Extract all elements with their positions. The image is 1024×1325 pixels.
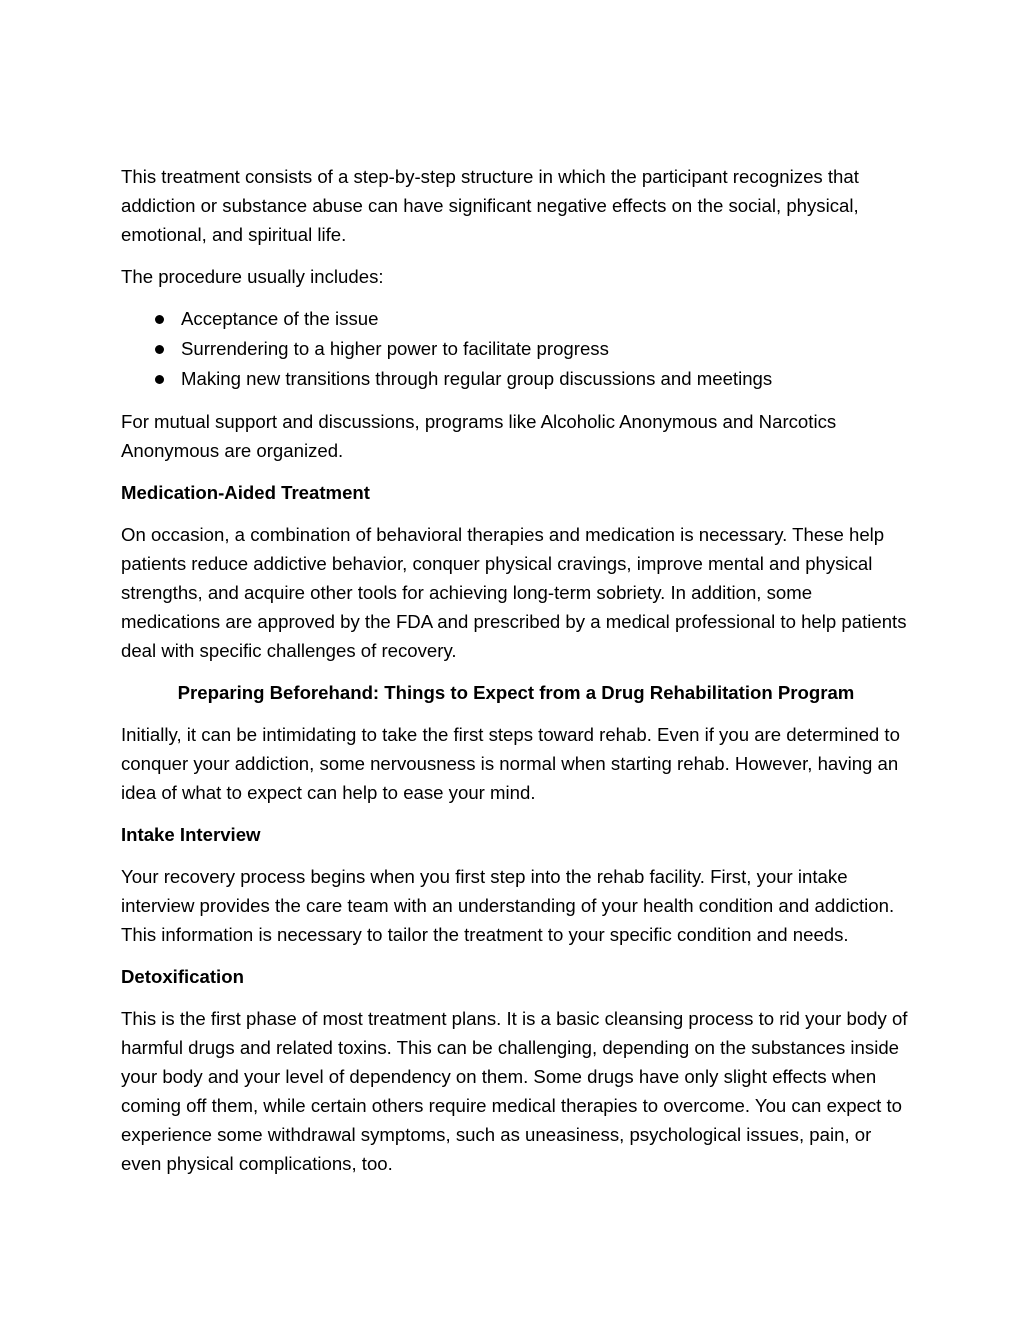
list-item-text: Surrendering to a higher power to facilitate progress xyxy=(181,338,609,359)
medication-paragraph: On occasion, a combination of behavioral therapies and medication is necessary. These help patients reduce addictive behavior, conquer physical cravings, improve mental and physical strengths, and acquire other tools for achieving long-term sobriety. In addition, some medications are approved by the FDA and prescribed by a medical professional to help patients deal with specific challenges of recovery. xyxy=(121,524,907,661)
preparing-heading: Preparing Beforehand: Things to Expect from a Drug Rehabilitation Program xyxy=(177,682,855,703)
bullet-icon xyxy=(155,345,164,354)
detox-heading: Detoxification xyxy=(121,966,244,987)
list-item xyxy=(121,364,911,394)
preparing-paragraph: Initially, it can be intimidating to take the first steps toward rehab. Even if you are determined to conquer your addiction, some nervousness is normal when starting rehab. However, having an idea of what to expect can help to ease your mind. xyxy=(121,724,900,803)
medication-heading: Medication-Aided Treatment xyxy=(121,482,370,503)
bullet-icon xyxy=(155,315,164,324)
list-item-text: Acceptance of the issue xyxy=(181,308,379,329)
list-item-text: Making new transitions through regular group discussions and meetings xyxy=(181,368,773,389)
procedure-list xyxy=(121,304,911,394)
support-paragraph: For mutual support and discussions, programs like Alcoholic Anonymous and Narcotics Anonymous are organized. xyxy=(121,411,837,461)
list-item xyxy=(121,304,911,334)
intake-paragraph: Your recovery process begins when you first step into the rehab facility. First, your intake interview provides the care team with an understanding of your health condition and addiction. This information is necessary to tailor the treatment to your specific condition and needs. xyxy=(121,866,895,945)
procedure-lead: The procedure usually includes: xyxy=(121,266,384,287)
intake-heading: Intake Interview xyxy=(121,824,261,845)
list-item xyxy=(121,334,911,364)
intro-paragraph: This treatment consists of a step-by-step structure in which the participant recognizes that addiction or substance abuse can have significant negative effects on the social, physical, emotional, and spiritual life. xyxy=(121,166,859,245)
document-page xyxy=(121,162,911,1191)
detox-paragraph: This is the first phase of most treatment plans. It is a basic cleansing process to rid your body of harmful drugs and related toxins. This can be challenging, depending on the substances inside your body and your level of dependency on them. Some drugs have only slight effects when coming off them, while certain others require medical therapies to overcome. You can expect to experience some withdrawal symptoms, such as uneasiness, psychological issues, pain, or even physical complications, too. xyxy=(121,1008,908,1174)
bullet-icon xyxy=(155,375,164,384)
